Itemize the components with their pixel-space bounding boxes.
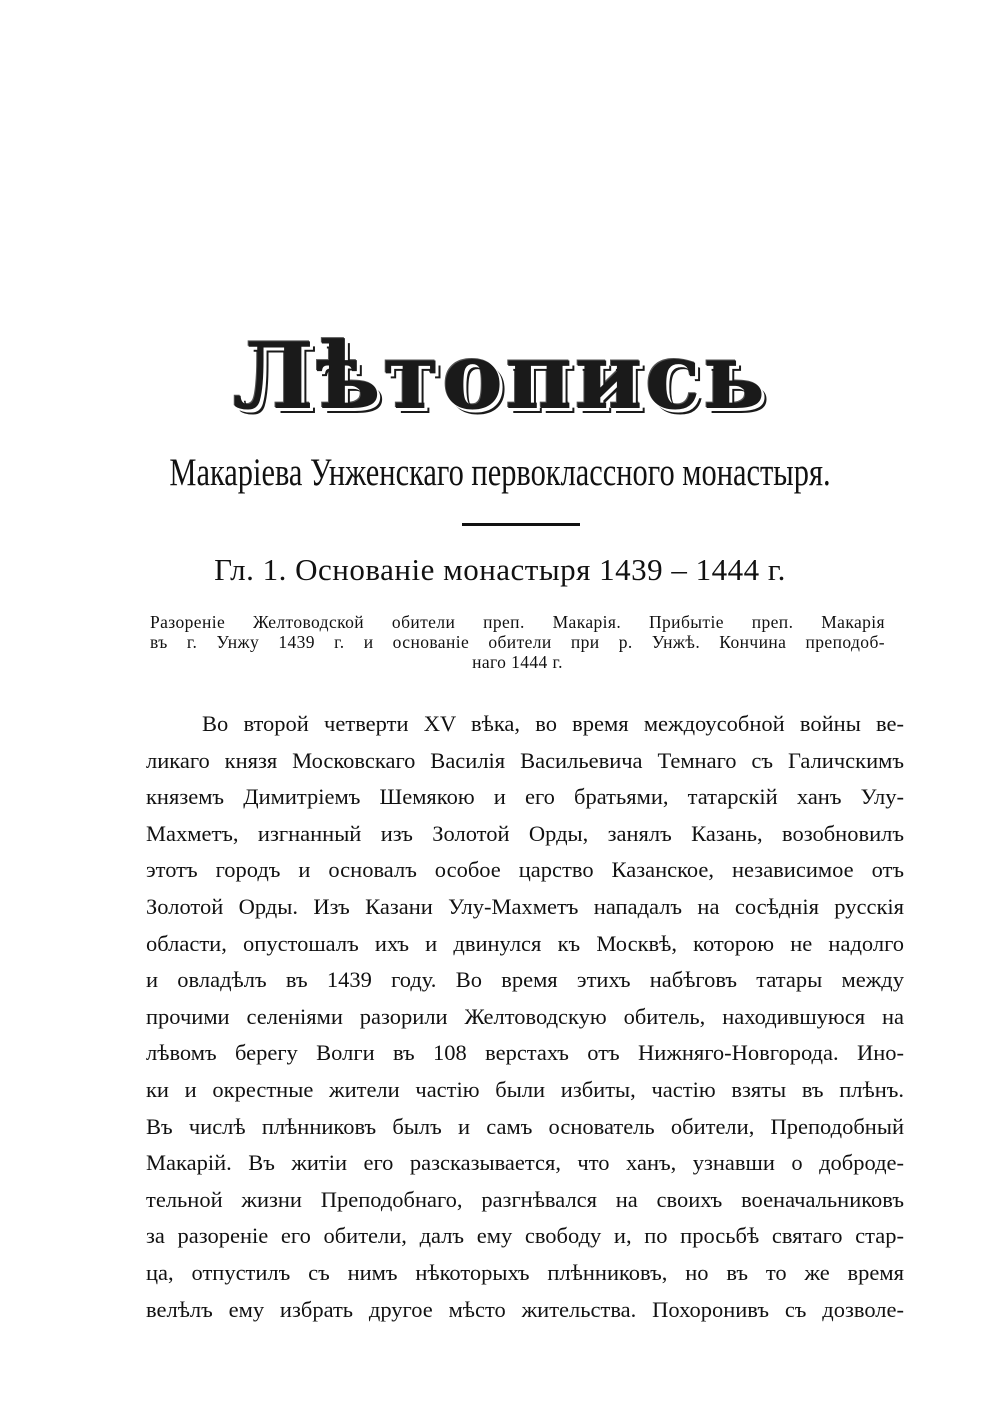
- body-line: лѣвомъ берегу Волги въ 108 верстахъ отъ Нижняго-Новгорода. Ино-: [146, 1040, 904, 1066]
- chapter-summary: [150, 612, 885, 672]
- title-divider: [462, 523, 580, 526]
- body-line: тельной жизни Преподобнаго, разгнѣвался на своихъ военачальниковъ: [146, 1186, 904, 1212]
- body-line: ликаго князя Московскаго Василія Васильевича Темнаго съ Галичскимъ: [146, 747, 904, 773]
- body-paragraph: [146, 706, 904, 1328]
- body-line: Во второй четверти XV вѣка, во время междоусобной войны ве-: [202, 711, 904, 736]
- page-title: Лѣтопись: [232, 322, 768, 430]
- page-subtitle: Макаріева Унженскаго первоклассного монастыря.: [169, 451, 831, 494]
- body-line: велѣлъ ему избрать другое мѣсто жительства. Похоронивъ съ дозволе-: [146, 1296, 904, 1322]
- summary-line: наго 1444 г.: [472, 652, 563, 672]
- body-line: Макарій. Въ житіи его разсказывается, что ханъ, узнавши о доброде-: [146, 1150, 904, 1176]
- body-line: Въ числѣ плѣнниковъ былъ и самъ основатель обители, Преподобный: [146, 1113, 904, 1139]
- body-line: и овладѣлъ въ 1439 году. Во время этихъ набѣговъ татары между: [146, 967, 904, 993]
- summary-line: Разореніе Желтоводской обители преп. Макарія. Прибытіе преп. Макарія: [150, 612, 885, 632]
- chapter-heading: Гл. 1. Основаніе монастыря 1439 – 1444 г.: [214, 552, 786, 587]
- body-line: области, опустошалъ ихъ и двинулся къ Москвѣ, которою не надолго: [146, 930, 904, 956]
- body-line: княземъ Димитріемъ Шемякою и его братьями, татарскій ханъ Улу-: [146, 784, 904, 810]
- body-line: за разореніе его обители, далъ ему свободу и, по просьбѣ святаго стар-: [146, 1223, 904, 1249]
- body-line: этотъ городъ и основалъ особое царство Казанское, независимое отъ: [146, 857, 904, 883]
- body-line: Золотой Орды. Изъ Казани Улу-Махметъ нападалъ на сосѣднія русскія: [146, 893, 904, 919]
- body-line: ца, отпустилъ съ нимъ нѣкоторыхъ плѣнниковъ, но въ то же время: [146, 1259, 904, 1285]
- body-line: ки и окрестные жители частію были избиты, частію взяты въ плѣнъ.: [146, 1076, 904, 1102]
- body-line: Махметъ, изгнанный изъ Золотой Орды, занялъ Казань, возобновилъ: [146, 820, 904, 846]
- summary-line: въ г. Унжу 1439 г. и основаніе обители при р. Унжѣ. Кончина преподоб-: [150, 632, 885, 652]
- body-line: прочими селеніями разорили Желтоводскую обитель, находившуюся на: [146, 1003, 904, 1029]
